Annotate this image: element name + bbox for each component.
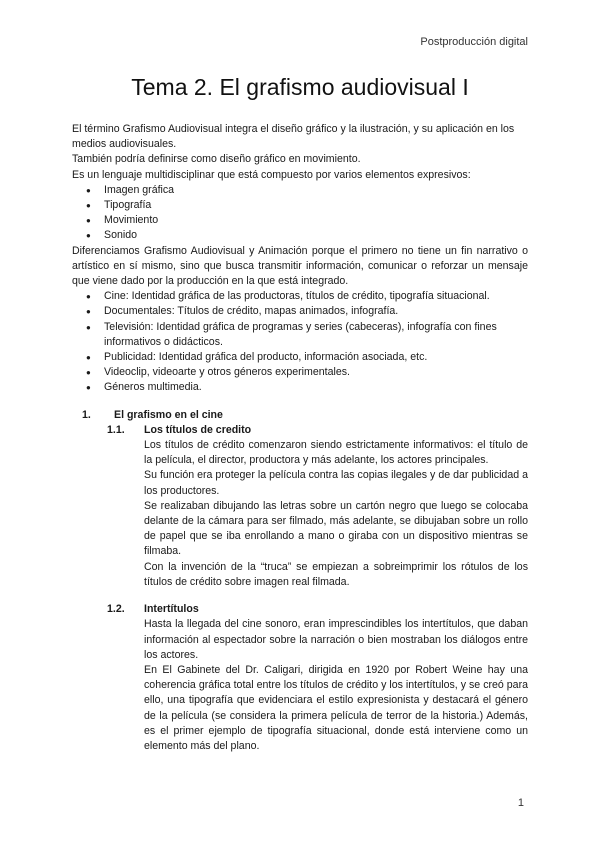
list-item: ● Videoclip, videoarte y otros géneros experimentales.	[72, 365, 528, 380]
list-item: ● Movimiento	[72, 213, 528, 228]
paragraph: Los títulos de crédito comenzaron siendo estrictamente informativos: el título de la película, el director, productora y más adelante, los actores principales.	[144, 439, 528, 467]
paragraph: Se realizaban dibujando las letras sobre un cartón negro que luego se colocaba delante de la cámara para ser filmado, más adelante, se dibujaban sobre un rollo de papel que se iba enrollando a mano o giraba con un dispositivo mientras se filmaba.	[144, 499, 528, 558]
intro-paragraph-1: El término Grafismo Audiovisual integra el diseño gráfico y la ilustración, y su aplicación en los medios audiovisuales.	[72, 123, 515, 151]
list-item: ● Tipografía	[72, 198, 528, 213]
page-title: Tema 2. El grafismo audiovisual I	[131, 74, 469, 100]
paragraph: Su función era proteger la película contra las copias ilegales y de dar publicidad a los productores.	[144, 469, 528, 497]
intro-paragraph-3: Es un lenguaje multidisciplinar que está compuesto por varios elementos expresivos:	[72, 168, 471, 181]
expressive-elements-list	[72, 183, 528, 244]
document-body	[72, 122, 528, 754]
intro-paragraph-4: Diferenciamos Grafismo Audiovisual y Animación porque el primero no tiene un fin narrativo o artístico en sí mismo, sino que busca transmitir información, comunicar o reforzar un mensaje que viene dado por la producción en la que está integrado.	[72, 244, 528, 288]
subsection-number: 1.2.	[107, 603, 125, 616]
list-item: ● Imagen gráfica	[72, 183, 528, 198]
section-title: El grafismo en el cine	[114, 408, 223, 421]
list-item: ● Publicidad: Identidad gráfica del producto, información asociada, etc.	[72, 350, 528, 365]
running-header: Postproducción digital	[420, 36, 528, 48]
paragraph: En El Gabinete del Dr. Caligari, dirigida en 1920 por Robert Weine hay una coherencia gráfica total entre los títulos de crédito y los intertítulos, y se creó para ello, una tipografía que evidenciara el estilo expresionista y destacará el género de la película (se considera la primera película de terror de la historia.) Además, es el primer ejemplo de tipografía situacional, donde está interviene como un elemento más del plano.	[144, 663, 528, 752]
list-item: ● Televisión: Identidad gráfica de programas y series (cabeceras), infografía con fines informativos o didácticos.	[72, 320, 528, 350]
list-item: ● Géneros multimedia.	[72, 380, 528, 395]
subsection-title: Intertítulos	[144, 603, 199, 616]
subsection-number: 1.1.	[107, 423, 125, 436]
list-item: ● Sonido	[72, 228, 528, 243]
list-item: ● Documentales: Títulos de crédito, mapas animados, infografía.	[72, 304, 528, 319]
section-heading	[72, 408, 528, 423]
subsection-heading	[72, 602, 528, 617]
page-number: 1	[517, 797, 524, 809]
subsection-heading	[72, 423, 528, 438]
subsection-body	[72, 438, 528, 590]
paragraph: Hasta la llegada del cine sonoro, eran imprescindibles los intertítulos, que daban información al espectador sobre la narración o bien mostraban los diálogos entre los actores.	[144, 618, 528, 661]
subsection-title: Los títulos de credito	[144, 423, 252, 436]
intro-paragraph-2: También podría definirse como diseño gráfico en movimiento.	[72, 153, 361, 166]
application-fields-list	[72, 289, 528, 395]
section-number: 1.	[82, 408, 91, 421]
list-item: ● Cine: Identidad gráfica de las productoras, títulos de crédito, tipografía situacional.	[72, 289, 528, 304]
paragraph: Con la invención de la “truca” se empiezan a sobreimprimir los rótulos de los títulos de crédito sobre imagen real filmada.	[144, 560, 528, 588]
subsection-body	[72, 617, 528, 754]
